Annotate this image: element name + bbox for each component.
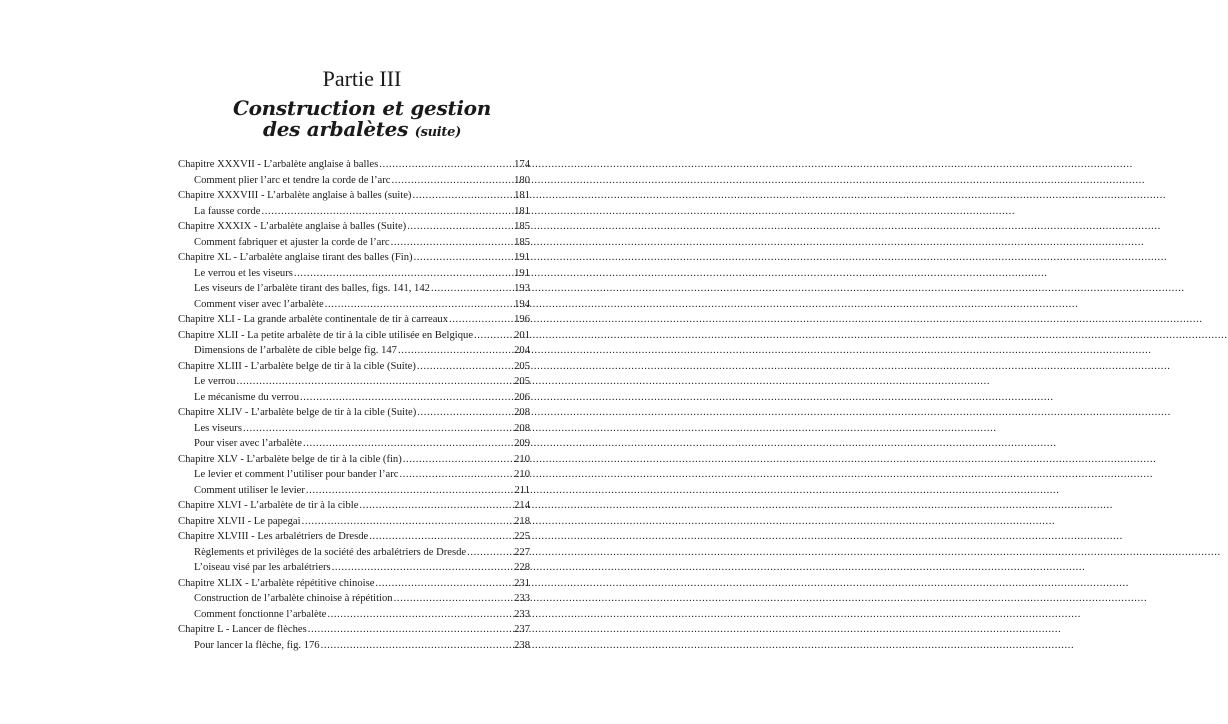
toc-dot-leader xyxy=(359,498,508,514)
toc-page-number: 233 xyxy=(514,608,530,620)
toc-page-number: 174 xyxy=(514,159,530,170)
toc-dot-leader xyxy=(398,343,508,359)
toc-page-number: 194 xyxy=(514,298,530,310)
toc-page-number: 209 xyxy=(514,438,530,449)
toc-dot-leader xyxy=(417,359,508,375)
toc-page-number: 208 xyxy=(514,407,530,418)
toc-dot-leader xyxy=(369,529,508,545)
toc-subentry xyxy=(178,281,530,297)
toc-page-number: 191 xyxy=(514,267,530,279)
toc-dot-leader xyxy=(261,204,508,220)
toc-page-number: 210 xyxy=(514,469,530,480)
toc-dot-leader xyxy=(431,281,508,297)
section-title-line-2 xyxy=(0,119,724,143)
toc-dot-leader xyxy=(412,188,508,204)
toc-subentry xyxy=(178,560,530,576)
toc-entry-label: Chapitre XLVIII - Les arbalétriers de Dresde xyxy=(178,531,369,542)
toc-dot-leader xyxy=(306,483,508,499)
toc-subentry xyxy=(178,297,530,313)
toc-entry-label: L’oiseau visé par les arbalétriers xyxy=(194,562,331,573)
toc-page-number: 218 xyxy=(514,515,530,527)
toc-dot-leader xyxy=(300,390,508,406)
toc-page-number: 233 xyxy=(514,593,530,604)
toc-entry-label: Chapitre XLVII - Le papegai xyxy=(178,515,301,527)
toc-entry-label: Comment fonctionne l’arbalète xyxy=(194,608,327,620)
toc-dot-leader xyxy=(394,591,508,607)
toc-page-number: 210 xyxy=(514,453,530,465)
toc-entry-label: Les viseurs xyxy=(194,422,242,434)
toc-dot-leader xyxy=(449,312,508,328)
toc-entry-label: Pour lancer la flèche, fig. 176 xyxy=(194,639,320,651)
toc-chapter-entry xyxy=(178,250,530,266)
toc-subentry xyxy=(178,173,530,189)
toc-dot-leader xyxy=(474,328,508,344)
toc-page-number: 185 xyxy=(514,236,530,248)
toc-chapter-entry xyxy=(178,219,530,235)
toc-subentry xyxy=(178,390,530,406)
part-title: Partie III xyxy=(322,66,402,91)
toc-chapter-entry xyxy=(178,576,530,592)
toc-entry-label: Chapitre XXXIX - L’arbalète anglaise à balles (Suite) xyxy=(178,221,407,232)
toc-entry-label: Règlements et privilèges de la société des arbalétriers de Dresde xyxy=(194,546,467,558)
toc-subentry xyxy=(178,545,530,561)
toc-entry-label: Chapitre XLII - La petite arbalète de tir à la cible utilisée en Belgique xyxy=(178,329,474,341)
toc-entry-label: Comment plier l’arc et tendre la corde de l’arc xyxy=(194,174,391,186)
toc-chapter-entry xyxy=(178,157,530,173)
toc-page-number: 214 xyxy=(514,500,530,511)
toc-chapter-entry xyxy=(178,622,530,638)
toc-page-number: 185 xyxy=(514,221,530,232)
toc-chapter-entry xyxy=(178,529,530,545)
toc-subentry xyxy=(178,343,530,359)
toc-entry-label: Comment viser avec l’arbalète xyxy=(194,298,324,310)
toc-page-number: 227 xyxy=(514,546,530,558)
toc-page-number: 180 xyxy=(514,174,530,186)
toc-entry-label: Le verrou et les viseurs xyxy=(194,267,293,279)
toc-page-number: 225 xyxy=(514,531,530,542)
toc-dot-leader xyxy=(467,545,508,561)
toc-entry-label: Chapitre XLVI - L’arbalète de tir à la cible xyxy=(178,500,359,511)
toc-dot-leader xyxy=(391,173,508,189)
toc-dot-leader xyxy=(332,560,508,576)
toc-dot-leader xyxy=(303,436,508,452)
toc-page-number: 211 xyxy=(514,484,530,496)
toc-dot-leader xyxy=(325,297,508,313)
toc-dot-leader xyxy=(243,421,508,437)
toc-dot-leader xyxy=(417,405,508,421)
toc-dot-leader xyxy=(407,219,508,235)
toc-page-number: 238 xyxy=(514,639,530,651)
toc-dot-leader xyxy=(294,266,508,282)
toc-subentry xyxy=(178,204,530,220)
toc-page-number: 205 xyxy=(514,360,530,372)
toc-dot-leader xyxy=(236,374,508,390)
toc-entry-label: Dimensions de l’arbalète de cible belge fig. 147 xyxy=(194,345,397,356)
toc-page-number: 201 xyxy=(514,329,530,341)
section-title-suffix: (suite) xyxy=(414,125,461,140)
toc-dot-leader xyxy=(414,250,508,266)
toc-entry-label: Chapitre L - Lancer de flèches xyxy=(178,624,307,635)
toc-entry-label: Chapitre XLIX - L’arbalète répétitive chinoise xyxy=(178,577,375,589)
toc-subentry xyxy=(178,638,530,654)
toc-page-number: 181 xyxy=(514,190,530,201)
toc-dot-leader xyxy=(391,235,508,251)
toc-dot-leader xyxy=(403,452,508,468)
toc-entry-label: Chapitre XXXVII - L’arbalète anglaise à balles xyxy=(178,159,379,170)
toc-chapter-entry xyxy=(178,328,530,344)
toc-page-number: 191 xyxy=(514,252,530,263)
toc-page-number: 206 xyxy=(514,391,530,403)
toc-subentry xyxy=(178,483,530,499)
section-title xyxy=(0,98,724,143)
toc-dot-leader xyxy=(379,157,508,173)
toc-entry-label: Chapitre XLI - La grande arbalète continentale de tir à carreaux xyxy=(178,314,448,325)
toc-subentry xyxy=(178,436,530,452)
toc-chapter-entry xyxy=(178,359,530,375)
toc-dot-leader xyxy=(302,514,508,530)
toc-page-number: 196 xyxy=(514,314,530,325)
toc-dot-leader xyxy=(327,607,508,623)
toc-chapter-entry xyxy=(178,405,530,421)
toc-dot-leader xyxy=(399,467,508,483)
toc-entry-label: Le mécanisme du verrou xyxy=(194,391,300,403)
toc-entry-label: Les viseurs de l’arbalète tirant des balles, figs. 141, 142 xyxy=(194,283,430,294)
toc-entry-label: Chapitre XLIII - L’arbalète belge de tir à la cible (Suite) xyxy=(178,360,416,372)
toc-entry-label: Comment fabriquer et ajuster la corde de l’arc xyxy=(194,236,390,248)
toc-page-number: 228 xyxy=(514,562,530,573)
toc-page-number: 181 xyxy=(514,205,530,217)
section-title-line-1: Construction et gestion xyxy=(233,96,491,120)
toc-entry-label: Chapitre XLIV - L’arbalète belge de tir à la cible (Suite) xyxy=(178,407,417,418)
toc-subentry xyxy=(178,467,530,483)
toc-entry-label: La fausse corde xyxy=(194,205,261,217)
toc-subentry xyxy=(178,421,530,437)
toc-page-number: 208 xyxy=(514,422,530,434)
toc-subentry xyxy=(178,591,530,607)
toc-subentry xyxy=(178,607,530,623)
toc-dot-leader xyxy=(321,638,508,654)
toc-subentry xyxy=(178,266,530,282)
table-of-contents xyxy=(178,157,530,653)
toc-entry-label: Comment utiliser le levier xyxy=(194,484,305,496)
toc-subentry xyxy=(178,374,530,390)
toc-chapter-entry xyxy=(178,498,530,514)
toc-subentry xyxy=(178,235,530,251)
toc-chapter-entry xyxy=(178,188,530,204)
toc-entry-label: Chapitre XLV - L’arbalète belge de tir à la cible (fin) xyxy=(178,453,402,465)
toc-page-number: 237 xyxy=(514,624,530,635)
toc-entry-label: Chapitre XL - L’arbalète anglaise tirant des balles (Fin) xyxy=(178,252,413,263)
toc-entry-label: Le levier et comment l’utiliser pour bander l’arc xyxy=(194,469,399,480)
toc-page-number: 193 xyxy=(514,283,530,294)
toc-page-number: 204 xyxy=(514,345,530,356)
toc-entry-label: Le verrou xyxy=(194,376,236,387)
toc-chapter-entry xyxy=(178,514,530,530)
toc-entry-label: Chapitre XXXVIII - L’arbalète anglaise à balles (suite) xyxy=(178,190,412,201)
toc-page-number: 231 xyxy=(514,577,530,589)
toc-chapter-entry xyxy=(178,452,530,468)
toc-entry-label: Pour viser avec l’arbalète xyxy=(194,438,302,449)
toc-dot-leader xyxy=(308,622,508,638)
toc-chapter-entry xyxy=(178,312,530,328)
section-title-main: des arbalètes xyxy=(263,117,409,141)
toc-entry-label: Construction de l’arbalète chinoise à répétition xyxy=(194,593,393,604)
toc-page-number: 205 xyxy=(514,376,530,387)
toc-dot-leader xyxy=(375,576,508,592)
